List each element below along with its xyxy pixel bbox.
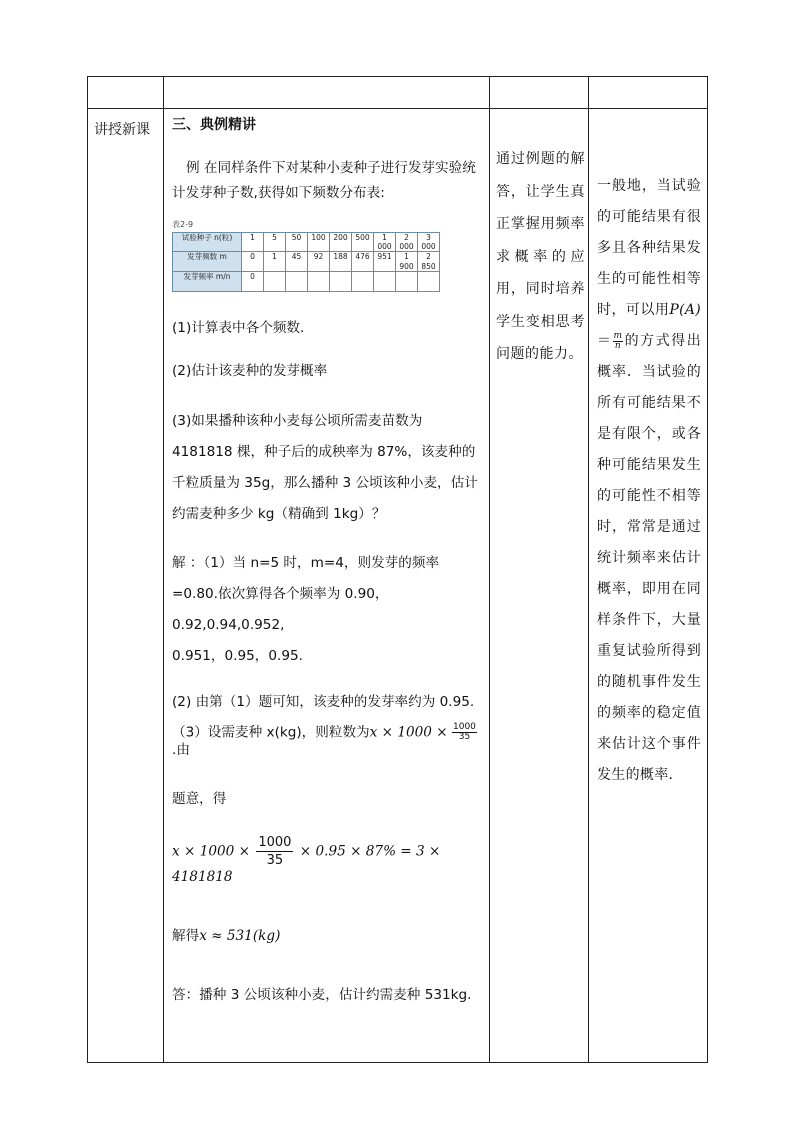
freq-cell: 1 [242, 232, 264, 252]
fraction-numerator: 1000 [453, 721, 476, 732]
note-part-1: 一般地，当试验的可能结果有很多且各种结果发生的可能性相等时，可以用 [597, 178, 701, 318]
notes-text [589, 109, 707, 791]
note-fraction [613, 332, 624, 351]
freq-cell [286, 272, 308, 292]
freq-cell [396, 272, 418, 292]
freq-row-trials [173, 232, 440, 252]
content-row [88, 109, 708, 1063]
design-intent-cell [490, 109, 589, 1063]
lesson-plan-table [87, 76, 708, 1063]
solution-3-expression: x × 1000 × [369, 724, 448, 741]
notes-cell [589, 109, 708, 1063]
freq-cell: 0 [242, 272, 264, 292]
freq-cell: 500 [352, 232, 374, 252]
freq-cell: 1 [264, 252, 286, 272]
empty-cell [589, 77, 708, 109]
equation-right: × 0.95 × 87% = 3 × 4181818 [172, 843, 441, 885]
question-2: (2)估计该麦种的发芽概率 [172, 362, 328, 379]
solution-1-line-3: 0.951，0.95，0.95. [172, 647, 303, 664]
freq-cell: 92 [308, 252, 330, 272]
empty-cell [490, 77, 589, 109]
answer: 答：播种 3 公顷该种小麦，估计约需麦种 531kg. [172, 986, 472, 1003]
fraction-denominator: 35 [458, 731, 471, 742]
freq-cell: 50 [286, 232, 308, 252]
table-caption: 表2-9 [172, 219, 194, 229]
result-label: 解得 [172, 927, 200, 944]
question-3: (3)如果播种该种小麦每公顷所需麦苗数为 4181818 棵，种子后的成秧率为 87%，该麦种的千粒质量为 35g，那么播种 3 公顷该种小麦，估计约需麦种多少 kg（精确到 1kg）？ [172, 412, 478, 522]
solution-2: (2) 由第（1）题可知，该麦种的发芽率约为 0.95. [172, 693, 475, 710]
question-1: (1)计算表中各个频数. [172, 320, 305, 336]
fraction-denominator: n [614, 340, 621, 351]
freq-cell: 5 [264, 232, 286, 252]
frequency-table-figure [172, 220, 481, 293]
fraction-numerator: m [613, 330, 623, 341]
note-part-2: 的方式得出概率．当试验的所有可能结果不是有限个，或各种可能结果发生的可能性不相等时，常常是通过统计频率来估计概率，即用在同样条件下，大量重复试验所得到的随机事件发生的频率的稳定值来估计这个事件发生的概率． [597, 333, 701, 783]
empty-cell [88, 77, 164, 109]
teaching-content-cell [164, 109, 490, 1063]
equation-fraction [256, 834, 293, 869]
freq-cell: 951 [374, 252, 396, 272]
freq-cell [308, 272, 330, 292]
design-intent-text: 通过例题的解答，让学生真正掌握用频率求概率的应用，同时培养学生变相思考问题的能力。 [496, 151, 585, 362]
solution-3-suffix: .由 [172, 741, 190, 758]
freq-cell: 476 [352, 252, 374, 272]
result [172, 928, 481, 945]
freq-cell: 0 [242, 252, 264, 272]
freq-cell [330, 272, 352, 292]
freq-cell: 3 000 [418, 232, 440, 252]
frequency-table [172, 232, 440, 293]
freq-cell: 188 [330, 252, 352, 272]
freq-cell [264, 272, 286, 292]
equation-left: x × 1000 × [172, 843, 251, 860]
equation [172, 834, 481, 886]
freq-cell: 200 [330, 232, 352, 252]
freq-cell [374, 272, 396, 292]
fraction-denominator: 35 [266, 852, 284, 868]
freq-cell: 2 000 [396, 232, 418, 252]
freq-cell: 2 850 [418, 252, 440, 272]
freq-cell: 1 900 [396, 252, 418, 272]
solution-1-line-1: 解 ：（1）当 n=5 时，m=4，则发芽的频率 [172, 554, 440, 571]
solution-1 [172, 548, 481, 672]
solution-3 [172, 723, 481, 759]
freq-cell: 1 000 [374, 232, 396, 252]
empty-cell [164, 77, 490, 109]
freq-cell: 45 [286, 252, 308, 272]
freq-cell [352, 272, 374, 292]
section-title: 三、典例精讲 [172, 117, 256, 133]
freq-row-label: 发芽频数 m [173, 252, 242, 272]
note-formula: P(A) [669, 302, 701, 318]
header-row [88, 77, 708, 109]
solution-1-line-2: =0.80.依次算得各个频率为 0.90，0.92,0.94,0.952, [172, 585, 389, 633]
note-equals: ＝ [597, 333, 613, 349]
solution-3-fraction [452, 723, 477, 742]
stage-cell [88, 109, 164, 1063]
solution-3-continuation: 题意，得 [172, 790, 227, 807]
result-expression: x ≈ 531(kg) [199, 927, 281, 944]
solution-3-text: （3）设需麦种 x(kg)，则粒数为 [172, 724, 370, 741]
freq-cell: 100 [308, 232, 330, 252]
freq-cell [418, 272, 440, 292]
fraction-numerator: 1000 [258, 834, 292, 850]
freq-row-germinated [173, 252, 440, 272]
freq-row-label: 发芽频率 m/n [173, 272, 242, 292]
stage-label: 讲授新课 [94, 122, 150, 138]
freq-row-label: 试验种子 n(粒) [173, 232, 242, 252]
freq-row-frequency [173, 272, 440, 292]
example-intro: 例 在同样条件下对某种小麦种子进行发芽实验统计发芽种子数,获得如下频数分布表: [172, 159, 476, 201]
